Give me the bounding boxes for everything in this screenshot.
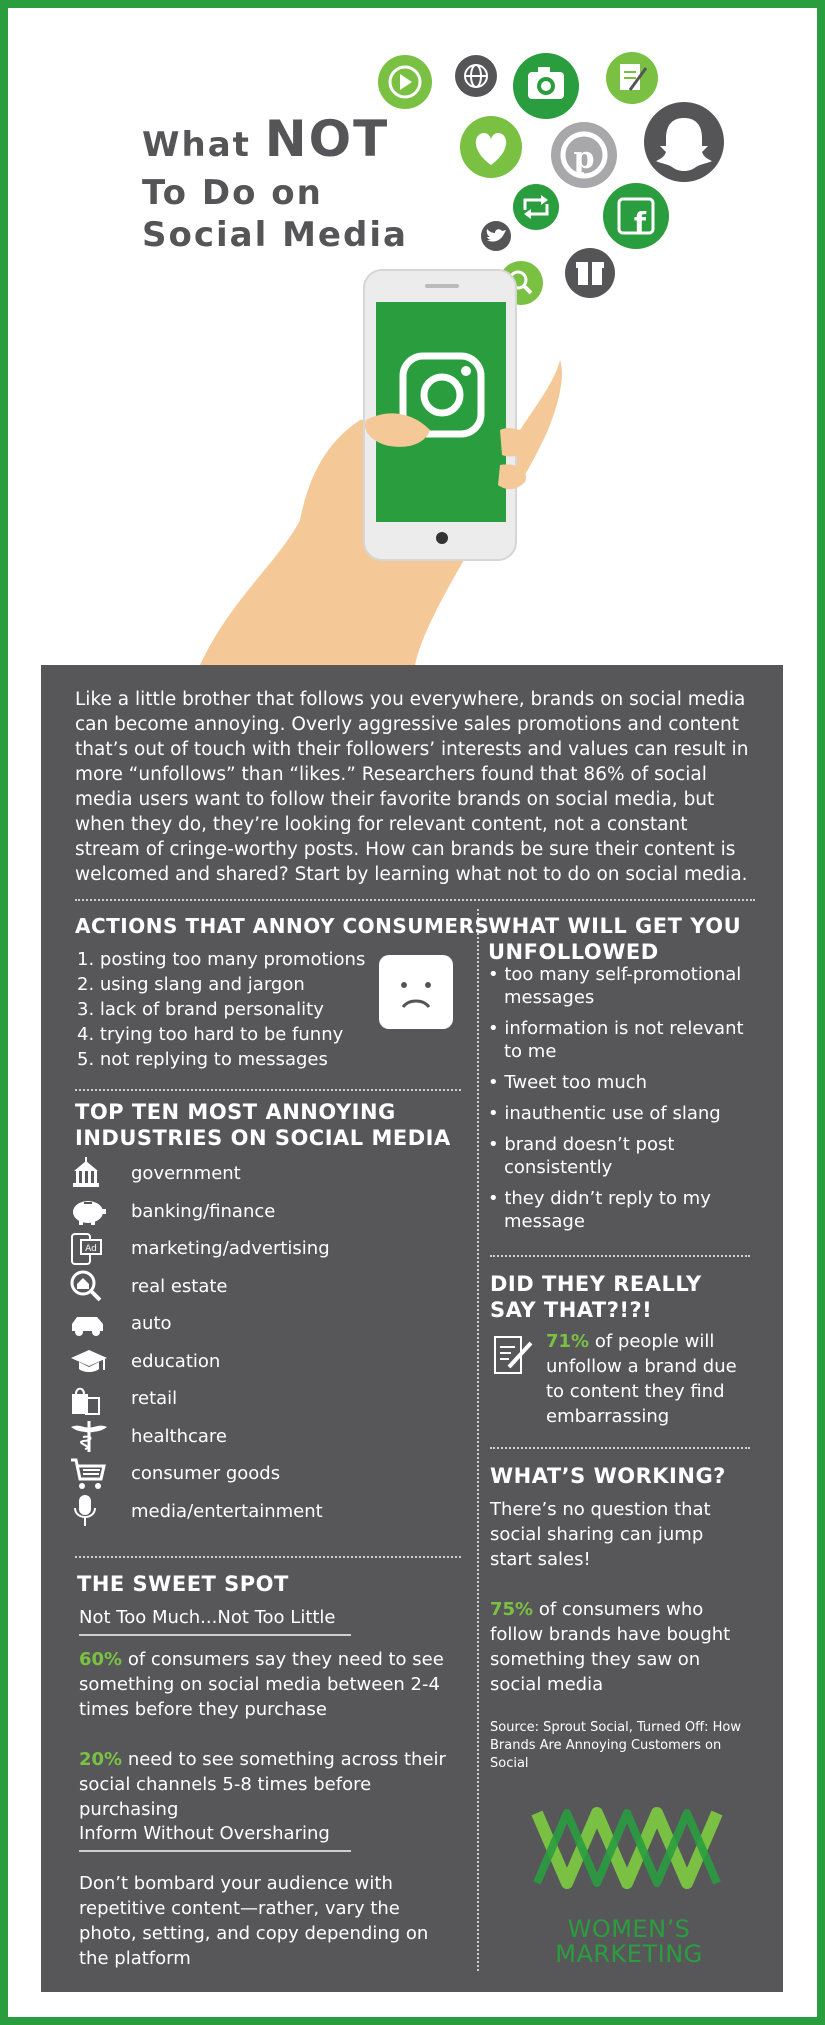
svg-text:f: f bbox=[633, 206, 647, 239]
snapchat-icon bbox=[644, 102, 724, 182]
stat-percent: 71% bbox=[546, 1331, 590, 1352]
list-item: • information is not relevant to me bbox=[488, 1018, 744, 1062]
sweet-advice: Don’t bombard your audience with repetitive content—rather, vary the photo, setting, and copy depending on the platform bbox=[79, 1873, 429, 1969]
industries-heading bbox=[75, 1099, 451, 1151]
industry-label: education bbox=[131, 1350, 221, 1372]
document-edit-icon bbox=[493, 1333, 533, 1377]
divider bbox=[75, 899, 755, 901]
list-item bbox=[69, 1155, 449, 1193]
industry-label: consumer goods bbox=[131, 1463, 281, 1485]
list-item bbox=[69, 1305, 449, 1343]
stat-percent: 60% bbox=[79, 1649, 123, 1670]
industries-list bbox=[69, 1155, 449, 1530]
title-line2: To Do on bbox=[142, 173, 323, 213]
list-item: • too many self-promotional messages bbox=[488, 964, 742, 1008]
list-item: 5. not replying to messages bbox=[77, 1049, 328, 1070]
list-item: 1. posting too many promotions bbox=[77, 949, 366, 970]
heart-icon bbox=[460, 116, 522, 178]
really-heading bbox=[490, 1271, 702, 1323]
hero-illustration bbox=[0, 0, 825, 665]
stat-text: of people will unfollow a brand due to content they find embarrassing bbox=[546, 1331, 737, 1427]
sweet-stat-2 bbox=[79, 1747, 469, 1822]
divider bbox=[75, 1556, 461, 1558]
stat-text: of consumers who follow brands have bought something they saw on social media bbox=[490, 1599, 731, 1695]
pinterest-icon bbox=[551, 122, 617, 188]
svg-text:Ad: Ad bbox=[85, 1243, 97, 1254]
list-item bbox=[69, 1268, 449, 1306]
play-icon bbox=[378, 55, 432, 109]
ad-icon bbox=[69, 1232, 111, 1266]
industries-heading-line2: INDUSTRIES ON SOCIAL MEDIA bbox=[75, 1126, 451, 1150]
house-search-icon bbox=[69, 1269, 111, 1303]
cart-icon bbox=[69, 1457, 111, 1491]
working-text: There’s no question that social sharing can jump start sales! bbox=[490, 1499, 711, 1570]
womens-marketing-logo bbox=[527, 1803, 727, 1903]
title-line1: What bbox=[142, 125, 265, 165]
globe-icon bbox=[455, 55, 497, 97]
hero bbox=[0, 0, 825, 665]
list-item: 2. using slang and jargon bbox=[77, 974, 305, 995]
stat-text: need to see something across their social channels 5-8 times before purchasing bbox=[79, 1749, 446, 1820]
sweet-subheading-1: Not Too Much...Not Too Little bbox=[79, 1605, 351, 1636]
industries-heading-line1: TOP TEN MOST ANNOYING bbox=[75, 1100, 396, 1124]
really-heading-line1: DID THEY REALLY bbox=[490, 1272, 702, 1296]
list-item bbox=[69, 1230, 449, 1268]
list-item: 3. lack of brand personality bbox=[77, 999, 324, 1020]
industry-label: auto bbox=[131, 1313, 172, 1335]
annoy-heading: ACTIONS THAT ANNOY CONSUMERS bbox=[75, 914, 490, 938]
list-item bbox=[69, 1418, 449, 1456]
intro-text: Like a little brother that follows you everywhere, brands on social media can become annoying. Overly aggressive sales promotions and content that’s out of touch with their followers’ interests and values can result in more “unfollows” than “likes.” Researchers found that 86% of social media users want to follow their favorite brands on social media, but when they do, they’re looking for relevant content, not a constant stream of cringe-worthy posts. How can brands be sure their content is welcomed and shared? Start by learning what not to do on social media. bbox=[75, 689, 749, 885]
list-item bbox=[69, 1343, 449, 1381]
title-line3: Social Media bbox=[142, 215, 408, 255]
list-item: • Tweet too much bbox=[488, 1072, 648, 1093]
industry-label: banking/finance bbox=[131, 1200, 276, 1222]
caduceus-icon bbox=[69, 1419, 111, 1453]
stat-percent: 20% bbox=[79, 1749, 123, 1770]
sweet-subheading-2: Inform Without Oversharing bbox=[79, 1821, 351, 1852]
sad-face-icon bbox=[379, 955, 453, 1029]
piggy-bank-icon bbox=[69, 1194, 111, 1228]
list-item: 4. trying too hard to be funny bbox=[77, 1024, 344, 1045]
facebook-icon bbox=[603, 183, 669, 249]
camera-icon bbox=[513, 53, 579, 119]
sweet-heading: THE SWEET SPOT bbox=[77, 1572, 289, 1596]
list-item bbox=[69, 1380, 449, 1418]
stat-percent: 75% bbox=[490, 1599, 534, 1620]
industry-label: marketing/advertising bbox=[131, 1238, 330, 1260]
twitter-icon bbox=[481, 221, 511, 251]
svg-text:p: p bbox=[573, 141, 595, 176]
graduation-cap-icon bbox=[69, 1344, 111, 1378]
gift-icon bbox=[565, 248, 615, 298]
source-note: Source: Sprout Social, Turned Off: How Brands Are Annoying Customers on Social bbox=[490, 1720, 741, 1771]
industry-label: retail bbox=[131, 1388, 178, 1410]
divider bbox=[75, 1089, 461, 1091]
list-item: • they didn’t reply to my message bbox=[488, 1188, 711, 1232]
stat-text: of consumers say they need to see something on social media between 2-4 times before they purchase bbox=[79, 1649, 444, 1720]
capitol-icon bbox=[69, 1157, 111, 1191]
working-stat bbox=[490, 1597, 750, 1697]
title-not: NOT bbox=[264, 110, 390, 168]
edit-icon bbox=[606, 52, 658, 104]
list-item bbox=[69, 1493, 449, 1531]
industry-label: healthcare bbox=[131, 1425, 227, 1447]
microphone-icon bbox=[69, 1494, 111, 1528]
unfollowed-heading bbox=[488, 913, 741, 965]
industry-label: government bbox=[131, 1163, 241, 1185]
annoy-list bbox=[77, 947, 365, 1072]
industry-label: media/entertainment bbox=[131, 1500, 323, 1522]
unfollowed-heading-line2: UNFOLLOWED bbox=[488, 940, 659, 964]
industry-label: real estate bbox=[131, 1275, 228, 1297]
unfollowed-list bbox=[488, 963, 758, 1241]
really-heading-line2: SAY THAT?!?! bbox=[490, 1298, 653, 1322]
logo-text: WOMEN’S MARKETING bbox=[555, 1915, 703, 1968]
car-icon bbox=[69, 1307, 111, 1341]
really-stat bbox=[546, 1329, 756, 1429]
content-panel bbox=[41, 665, 783, 1992]
list-item bbox=[69, 1455, 449, 1493]
column-divider bbox=[477, 909, 479, 1971]
list-item bbox=[69, 1193, 449, 1231]
divider bbox=[490, 1255, 750, 1257]
unfollowed-heading-line1: WHAT WILL GET YOU bbox=[488, 914, 742, 938]
shopping-bag-icon bbox=[69, 1382, 111, 1416]
list-item: • inauthentic use of slang bbox=[488, 1103, 721, 1124]
sweet-stat-1 bbox=[79, 1647, 459, 1722]
retweet-icon bbox=[513, 184, 559, 230]
list-item: • brand doesn’t post consistently bbox=[488, 1134, 675, 1178]
working-heading: WHAT’S WORKING? bbox=[490, 1464, 726, 1488]
divider bbox=[490, 1447, 750, 1449]
